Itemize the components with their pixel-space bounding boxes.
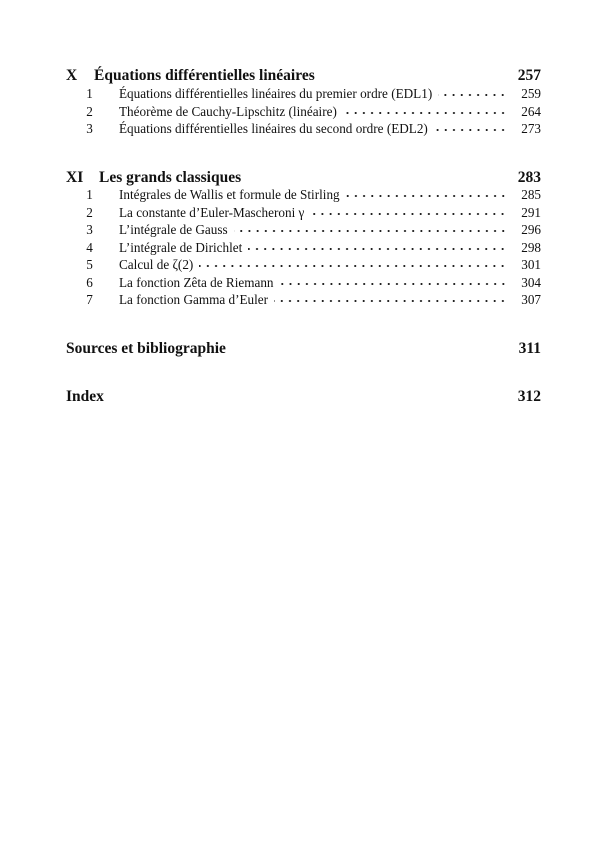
section-title: Calcul de ζ(2) (119, 257, 194, 272)
dot-leader (310, 209, 507, 219)
chapter-title: Les grands classiques (99, 169, 242, 186)
section-page: 304 (521, 274, 541, 290)
section-number: 1 (86, 86, 93, 101)
toc-entry[interactable] (66, 187, 541, 203)
toc-entry[interactable] (66, 292, 541, 308)
section-title: L’intégrale de Dirichlet (119, 239, 243, 255)
section-page: 298 (521, 239, 541, 255)
dot-leader (234, 226, 507, 236)
dot-leader (434, 125, 507, 135)
toc-entry[interactable] (66, 275, 541, 291)
toc-entry[interactable] (66, 121, 541, 137)
section-page: 296 (521, 222, 541, 237)
section-page: 285 (521, 187, 541, 202)
section-title: La fonction Zêta de Riemann (119, 274, 274, 290)
section-number: 2 (86, 103, 93, 119)
section-title: Théorème de Cauchy-Lipschitz (linéaire) (119, 103, 337, 119)
toc-entry[interactable] (66, 205, 541, 221)
chapter-number: XI (66, 169, 84, 186)
dot-leader (274, 296, 507, 306)
chapter-title: Équations différentielles linéaires (94, 67, 315, 84)
dot-leader (248, 244, 507, 254)
section-title: Équations différentielles linéaires du second ordre (EDL2) (119, 121, 428, 136)
dot-leader (280, 279, 507, 289)
section-page: 264 (521, 103, 541, 119)
backmatter-heading[interactable] (66, 388, 541, 406)
section-number: 5 (86, 257, 93, 272)
backmatter-title: Sources et bibliographie (66, 340, 226, 357)
section-page: 273 (521, 121, 541, 136)
section-page: 307 (521, 291, 541, 307)
backmatter-page: 311 (518, 340, 541, 357)
toc-entry[interactable] (66, 240, 541, 256)
chapter-page: 257 (517, 67, 541, 84)
section-title: Intégrales de Wallis et formule de Stirling (119, 187, 340, 202)
section-number: 3 (86, 121, 93, 136)
toc-entry[interactable] (66, 257, 541, 273)
section-title: L’intégrale de Gauss (119, 222, 228, 237)
section-number: 6 (86, 274, 93, 290)
chapter-number: X (66, 67, 78, 84)
section-title: La fonction Gamma d’Euler (119, 291, 269, 307)
section-number: 3 (86, 222, 93, 237)
section-title: Équations différentielles linéaires du premier ordre (EDL1) (119, 86, 433, 101)
backmatter-title: Index (66, 388, 104, 405)
section-page: 301 (521, 257, 541, 272)
dot-leader (343, 108, 507, 118)
section-number: 1 (86, 187, 93, 202)
dot-leader (346, 191, 507, 201)
section-number: 7 (86, 291, 93, 307)
section-title: La constante d’Euler-Mascheroni γ (119, 204, 305, 220)
toc-entry[interactable] (66, 86, 541, 102)
dot-leader (199, 261, 507, 271)
chapter-page: 283 (517, 169, 541, 186)
chapter-heading[interactable] (66, 169, 541, 187)
section-number: 4 (86, 239, 93, 255)
backmatter-heading[interactable] (66, 340, 541, 358)
toc-entry[interactable] (66, 104, 541, 120)
section-page: 259 (521, 86, 541, 101)
section-number: 2 (86, 204, 93, 220)
toc-entry[interactable] (66, 222, 541, 238)
section-page: 291 (521, 204, 541, 220)
dot-leader (438, 90, 507, 100)
chapter-heading[interactable] (66, 67, 541, 85)
backmatter-page: 312 (517, 388, 541, 405)
